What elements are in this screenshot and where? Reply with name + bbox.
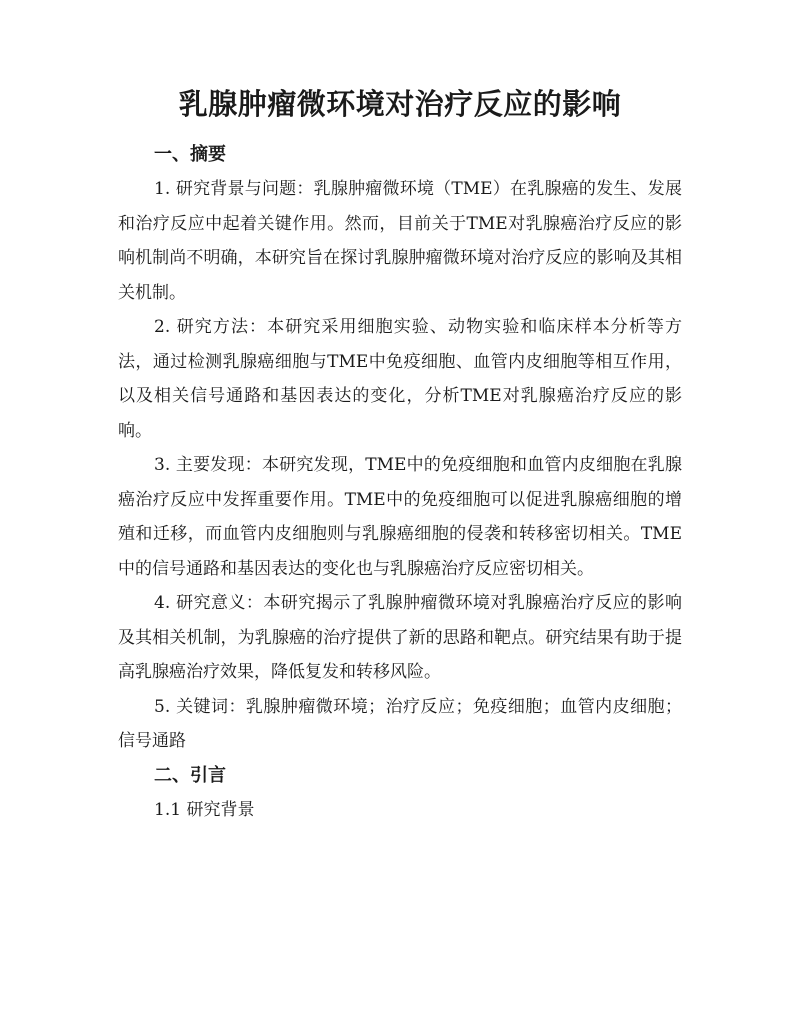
intro-heading: 二、引言 [154, 764, 226, 786]
document-title: 乳腺肿瘤微环境对治疗反应的影响 [178, 87, 622, 121]
abstract-heading: 一、摘要 [154, 144, 226, 165]
abstract-item-significance: 4. 研究意义：本研究揭示了乳腺肿瘤微环境对乳腺癌治疗反应的影响及其相关机制，为乳腺癌的治疗提供了新的思路和靶点。研究结果有助于提高乳腺癌治疗效果，降低复发和转移风险。 [118, 593, 682, 682]
abstract-item-findings: 3. 主要发现：本研究发现，TME中的免疫细胞和血管内皮细胞在乳腺癌治疗反应中发挥重要作用。TME中的免疫细胞可以促进乳腺癌细胞的增殖和迁移，而血管内皮细胞则与乳腺癌细胞的侵袭和转移密切相关。TME中的信号通路和基因表达的变化也与乳腺癌治疗反应密切相关。 [118, 455, 682, 579]
abstract-item-methods: 2. 研究方法：本研究采用细胞实验、动物实验和临床样本分析等方法，通过检测乳腺癌细胞与TME中免疫细胞、血管内皮细胞等相互作用，以及相关信号通路和基因表达的变化，分析TME对乳腺癌治疗反应的影响。 [118, 317, 682, 441]
abstract-item-keywords: 5. 关键词：乳腺肿瘤微环境；治疗反应；免疫细胞；血管内皮细胞；信号通路 [118, 696, 682, 751]
abstract-item-background: 1. 研究背景与问题：乳腺肿瘤微环境（TME）在乳腺癌的发生、发展和治疗反应中起着关键作用。然而，目前关于TME对乳腺癌治疗反应的影响机制尚不明确，本研究旨在探讨乳腺肿瘤微环境对治疗反应的影响及其相关机制。 [118, 179, 682, 303]
intro-subheading: 1.1 研究背景 [154, 799, 255, 820]
